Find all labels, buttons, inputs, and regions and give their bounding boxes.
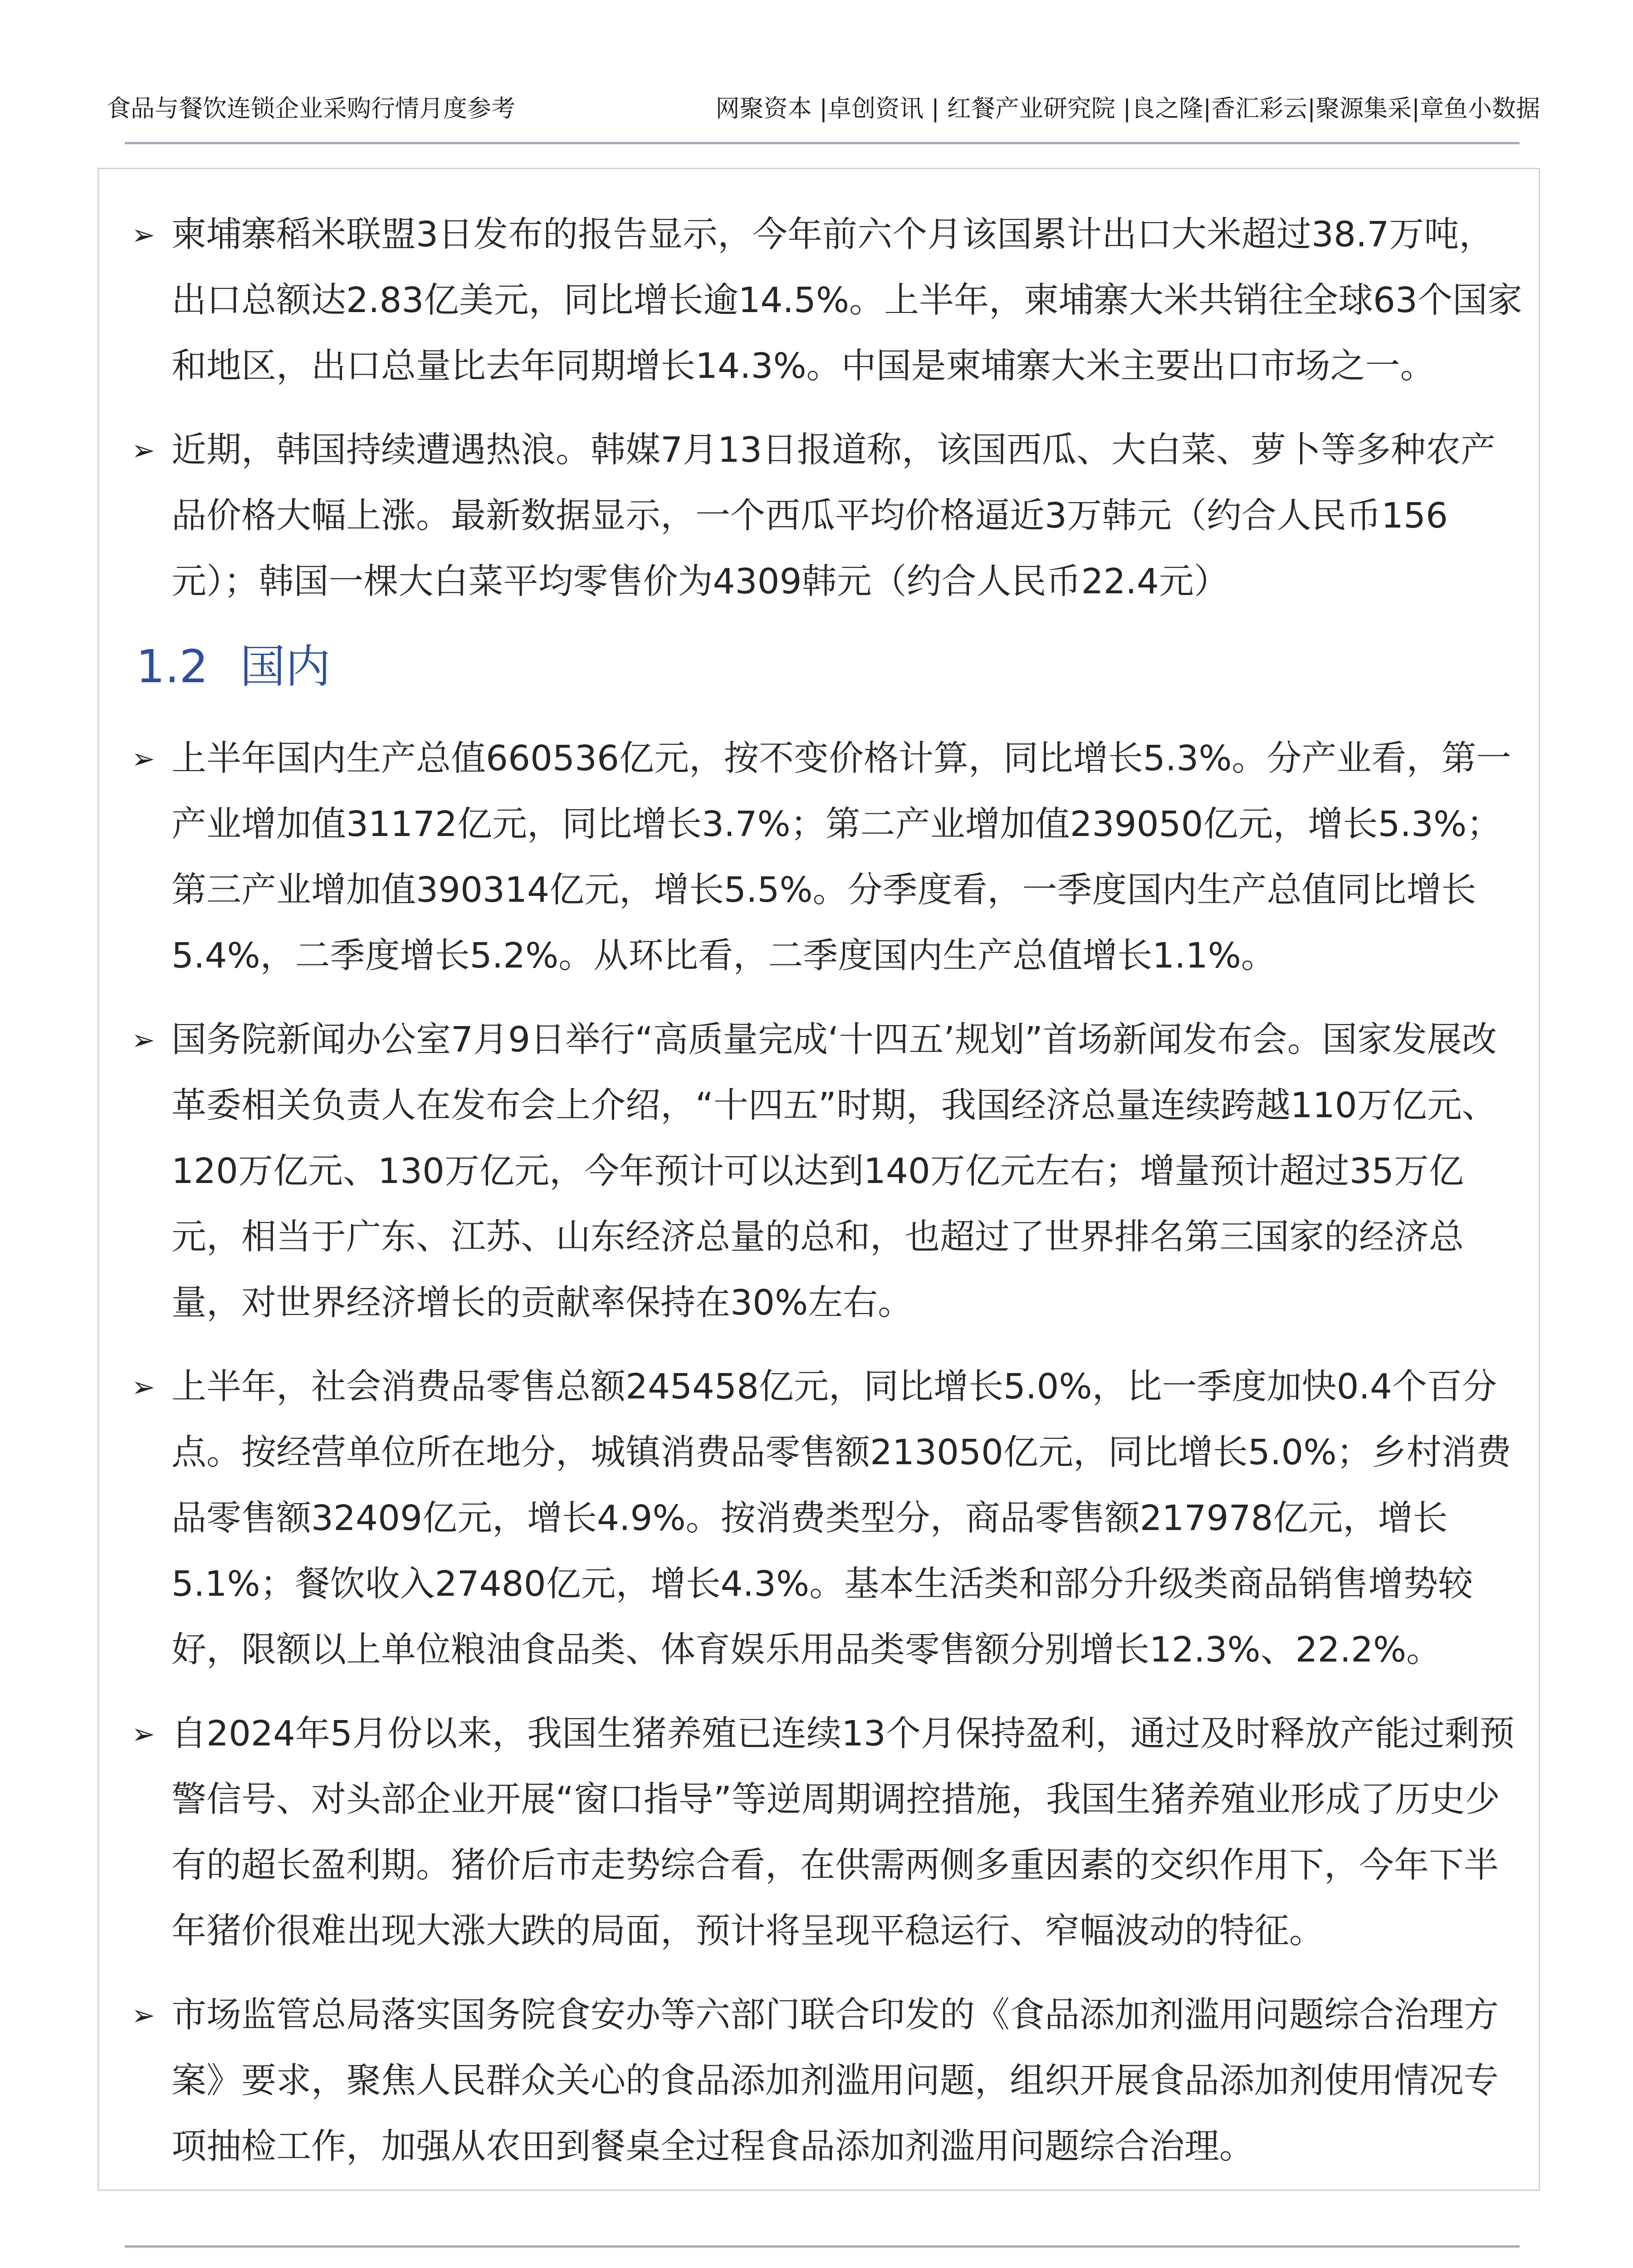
bullet-hog-farming xyxy=(132,1701,1524,1964)
report-sources: 网聚资本 |卓创资讯 | 红餐产业研究院 |良之隆|香汇彩云|聚源集采|章鱼小数据 xyxy=(715,95,1540,122)
bullet-text: 上半年国内生产总值660536亿元，按不变价格计算，同比增长5.3%。分产业看，第一产业增加值31172亿元，同比增长3.7%；第二产业增加值239050亿元，增长5.3%；第三产业增加值390314亿元，增长5.5%。分季度看，一季度国内生产总值同比增长5.4%，二季度增长5.2%。从环比看，二季度国内生产总值增长1.1%。 xyxy=(171,738,1511,976)
bullet-food-additives xyxy=(132,1982,1524,2180)
section-number: 1.2 xyxy=(136,640,209,693)
bullet-five-year-plan xyxy=(132,1007,1524,1336)
arrow-bullet-icon: ➢ xyxy=(132,1717,155,1750)
bullet-text: 柬埔寨稻米联盟3日发布的报告显示，今年前六个月该国累计出口大米超过38.7万吨，出口总额达2.83亿美元，同比增长逾14.5%。上半年，柬埔寨大米共销往全球63个国家和地区，出口总量比去年同期增长14.3%。中国是柬埔寨大米主要出口市场之一。 xyxy=(171,215,1523,386)
bullet-gdp xyxy=(132,726,1524,989)
page-header xyxy=(107,88,1540,129)
bullet-cambodia-rice xyxy=(132,202,1524,399)
footer-divider xyxy=(125,2245,1520,2248)
bullet-text: 近期，韩国持续遭遇热浪。韩媒7月13日报道称，该国西瓜、大白菜、萝卜等多种农产品价格大幅上涨。最新数据显示，一个西瓜平均价格逼近3万韩元（约合人民币156元）；韩国一棵大白菜平均零售价为4309韩元（约合人民币22.4元） xyxy=(171,430,1496,602)
report-title: 食品与餐饮连锁企业采购行情月度参考 xyxy=(107,95,515,122)
bullet-text: 市场监管总局落实国务院食安办等六部门联合印发的《食品添加剂滥用问题综合治理方案》要求，聚焦人民群众关心的食品添加剂滥用问题，组织开展食品添加剂使用情况专项抽检工作，加强从农田到餐桌全过程食品添加剂滥用问题综合治理。 xyxy=(171,1995,1499,2167)
arrow-bullet-icon: ➢ xyxy=(132,742,155,775)
arrow-bullet-icon: ➢ xyxy=(132,434,155,467)
arrow-bullet-icon: ➢ xyxy=(132,1023,155,1056)
header-divider xyxy=(125,142,1520,144)
bullet-text: 自2024年5月份以来，我国生猪养殖已连续13个月保持盈利，通过及时释放产能过剩预警信号、对头部企业开展“窗口指导”等逆周期调控措施，我国生猪养殖业形成了历史少有的超长盈利期。猪价后市走势综合看，在供需两侧多重因素的交织作用下，今年下半年猪价很难出现大涨大跌的局面，预计将呈现平稳运行、窄幅波动的特征。 xyxy=(171,1714,1515,1951)
section-heading-domestic xyxy=(136,633,1524,701)
page-content xyxy=(132,202,1524,2198)
arrow-bullet-icon: ➢ xyxy=(132,218,155,251)
bullet-retail-sales xyxy=(132,1354,1524,1683)
arrow-bullet-icon: ➢ xyxy=(132,1370,155,1403)
arrow-bullet-icon: ➢ xyxy=(132,1999,155,2032)
bullet-text: 上半年，社会消费品零售总额245458亿元，同比增长5.0%，比一季度加快0.4个百分点。按经营单位所在地分，城镇消费品零售额213050亿元，同比增长5.0%；乡村消费品零售额32409亿元，增长4.9%。按消费类型分，商品零售额217978亿元，增长5.1%；餐饮收入27480亿元，增长4.3%。基本生活类和部分升级类商品销售增势较好，限额以上单位粮油食品类、体育娱乐用品类零售额分别增长12.3%、22.2%。 xyxy=(171,1367,1511,1670)
bullet-text: 国务院新闻办公室7月9日举行“高质量完成‘十四五’规划”首场新闻发布会。国家发展改革委相关负责人在发布会上介绍，“十四五”时期，我国经济总量连续跨越110万亿元、120万亿元、130万亿元，今年预计可以达到140万亿元左右；增量预计超过35万亿元，相当于广东、江苏、山东经济总量的总和，也超过了世界排名第三国家的经济总量，对世界经济增长的贡献率保持在30%左右。 xyxy=(171,1020,1497,1323)
bullet-korea-heatwave xyxy=(132,417,1524,615)
section-title: 国内 xyxy=(240,640,331,693)
